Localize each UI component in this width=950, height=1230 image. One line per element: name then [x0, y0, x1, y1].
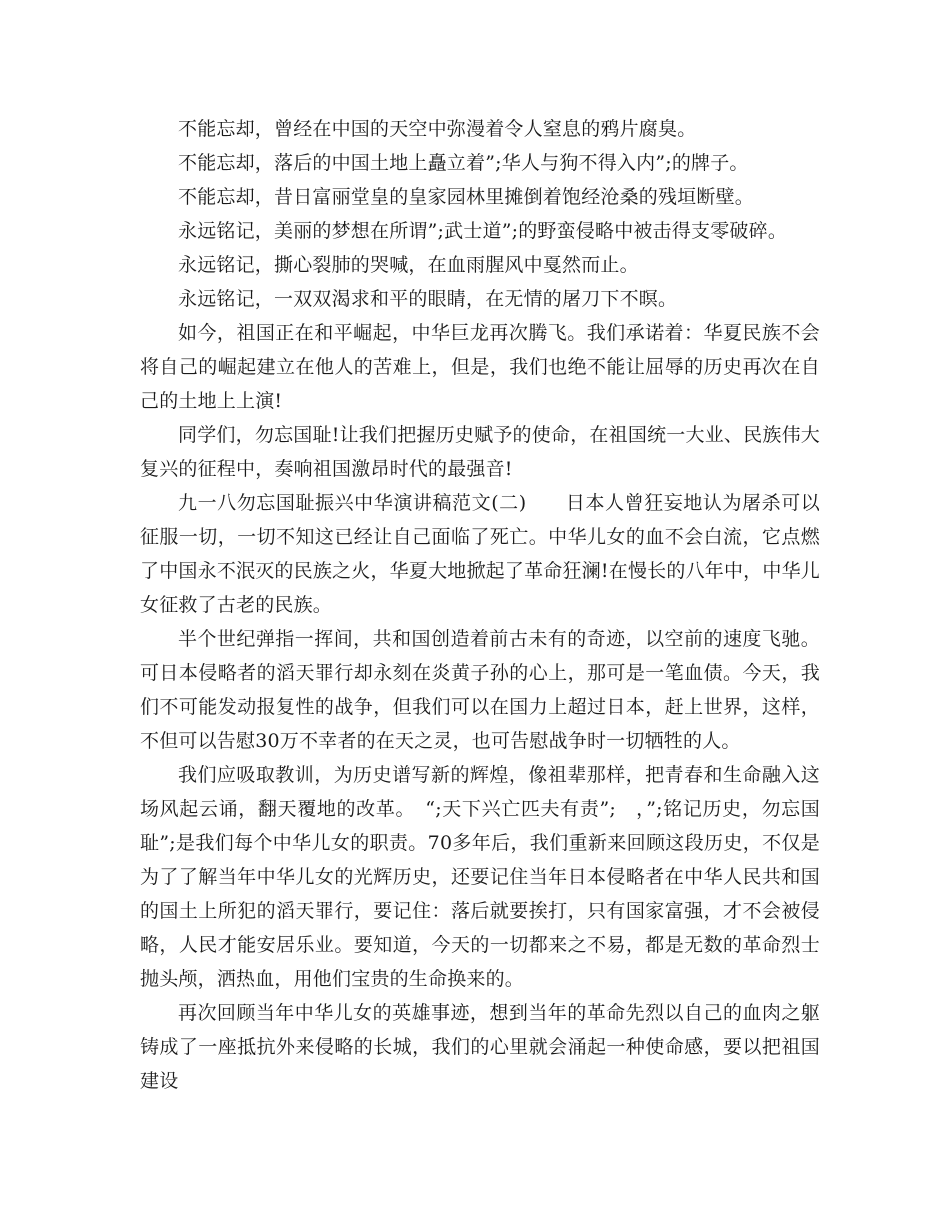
paragraph-6: 永远铭记，一双双渴求和平的眼睛，在无情的屠刀下不暝。 [178, 288, 678, 310]
paragraph-11: 我们应吸取教训，为历史谱写新的辉煌，像祖辈那样，把青春和生命融入这场风起云诵，翻天覆地的改革。 “;天下兴亡匹夫有责”; ，”;铭记历史，勿忘国耻”;是我们每个中华儿女的职责。70多年后，我们重新来回顾这段历史，不仅是为了了解当年中华儿女的光辉历史，还要记住当年日本侵略者在中华人民共和国的国土上所犯的滔天罪行，要记住：落后就要挨打，只有国家富强，才不会被侵略，人民才能安居乐业。要知道，今天的一切都来之不易，都是无数的革命烈士抛头颅，洒热血，用他们宝贵的生命换来的。 [140, 764, 820, 990]
paragraph-12: 再次回顾当年中华儿女的英雄事迹，想到当年的革命先烈以自己的血肉之躯铸成了一座抵抗外来侵略的长城，我们的心里就会涌起一种使命感，要以把祖国建设 [140, 1002, 820, 1092]
paragraph-9: 九一八勿忘国耻振兴中华演讲稿范文(二) 日本人曾狂妄地认为屠杀可以征服一切，一切不知这已经让自己面临了死亡。中华儿女的血不会白流，它点燃了中国永不泯灭的民族之火，华夏大地掀起了革命狂澜!在慢长的八年中，中华儿女征救了古老的民族。 [140, 492, 820, 616]
paragraph-7: 如今，祖国正在和平崛起，中华巨龙再次腾飞。我们承诺着：华夏民族不会将自己的崛起建立在他人的苦难上，但是，我们也绝不能让屈辱的历史再次在自己的土地上上演! [140, 322, 820, 412]
paragraph-8: 同学们，勿忘国耻!让我们把握历史赋予的使命，在祖国统一大业、民族伟大复兴的征程中，奏响祖国激昂时代的最强音! [140, 424, 820, 480]
paragraph-10: 半个世纪弹指一挥间，共和国创造着前古未有的奇迹，以空前的速度飞驰。可日本侵略者的滔天罪行却永刻在炎黄子孙的心上，那可是一笔血债。今天，我们不可能发动报复性的战争，但我们可以在国力上超过日本，赶上世界，这样，不但可以告慰30万不幸者的在天之灵，也可告慰战争时一切牺牲的人。 [140, 628, 820, 752]
document-body [140, 112, 820, 1098]
paragraph-3: 不能忘却，昔日富丽堂皇的皇家园林里摊倒着饱经沧桑的残垣断壁。 [178, 186, 755, 208]
paragraph-5: 永远铭记，撕心裂肺的哭喊，在血雨腥风中戛然而止。 [178, 254, 639, 276]
paragraph-2: 不能忘却，落后的中国土地上矗立着”;华人与狗不得入内”;的牌子。 [178, 152, 749, 174]
paragraph-1: 不能忘却，曾经在中国的天空中弥漫着令人窒息的鸦片腐臭。 [178, 118, 697, 140]
paragraph-4: 永远铭记，美丽的梦想在所谓”;武士道”;的野蛮侵略中被击得支零破碎。 [178, 220, 788, 242]
